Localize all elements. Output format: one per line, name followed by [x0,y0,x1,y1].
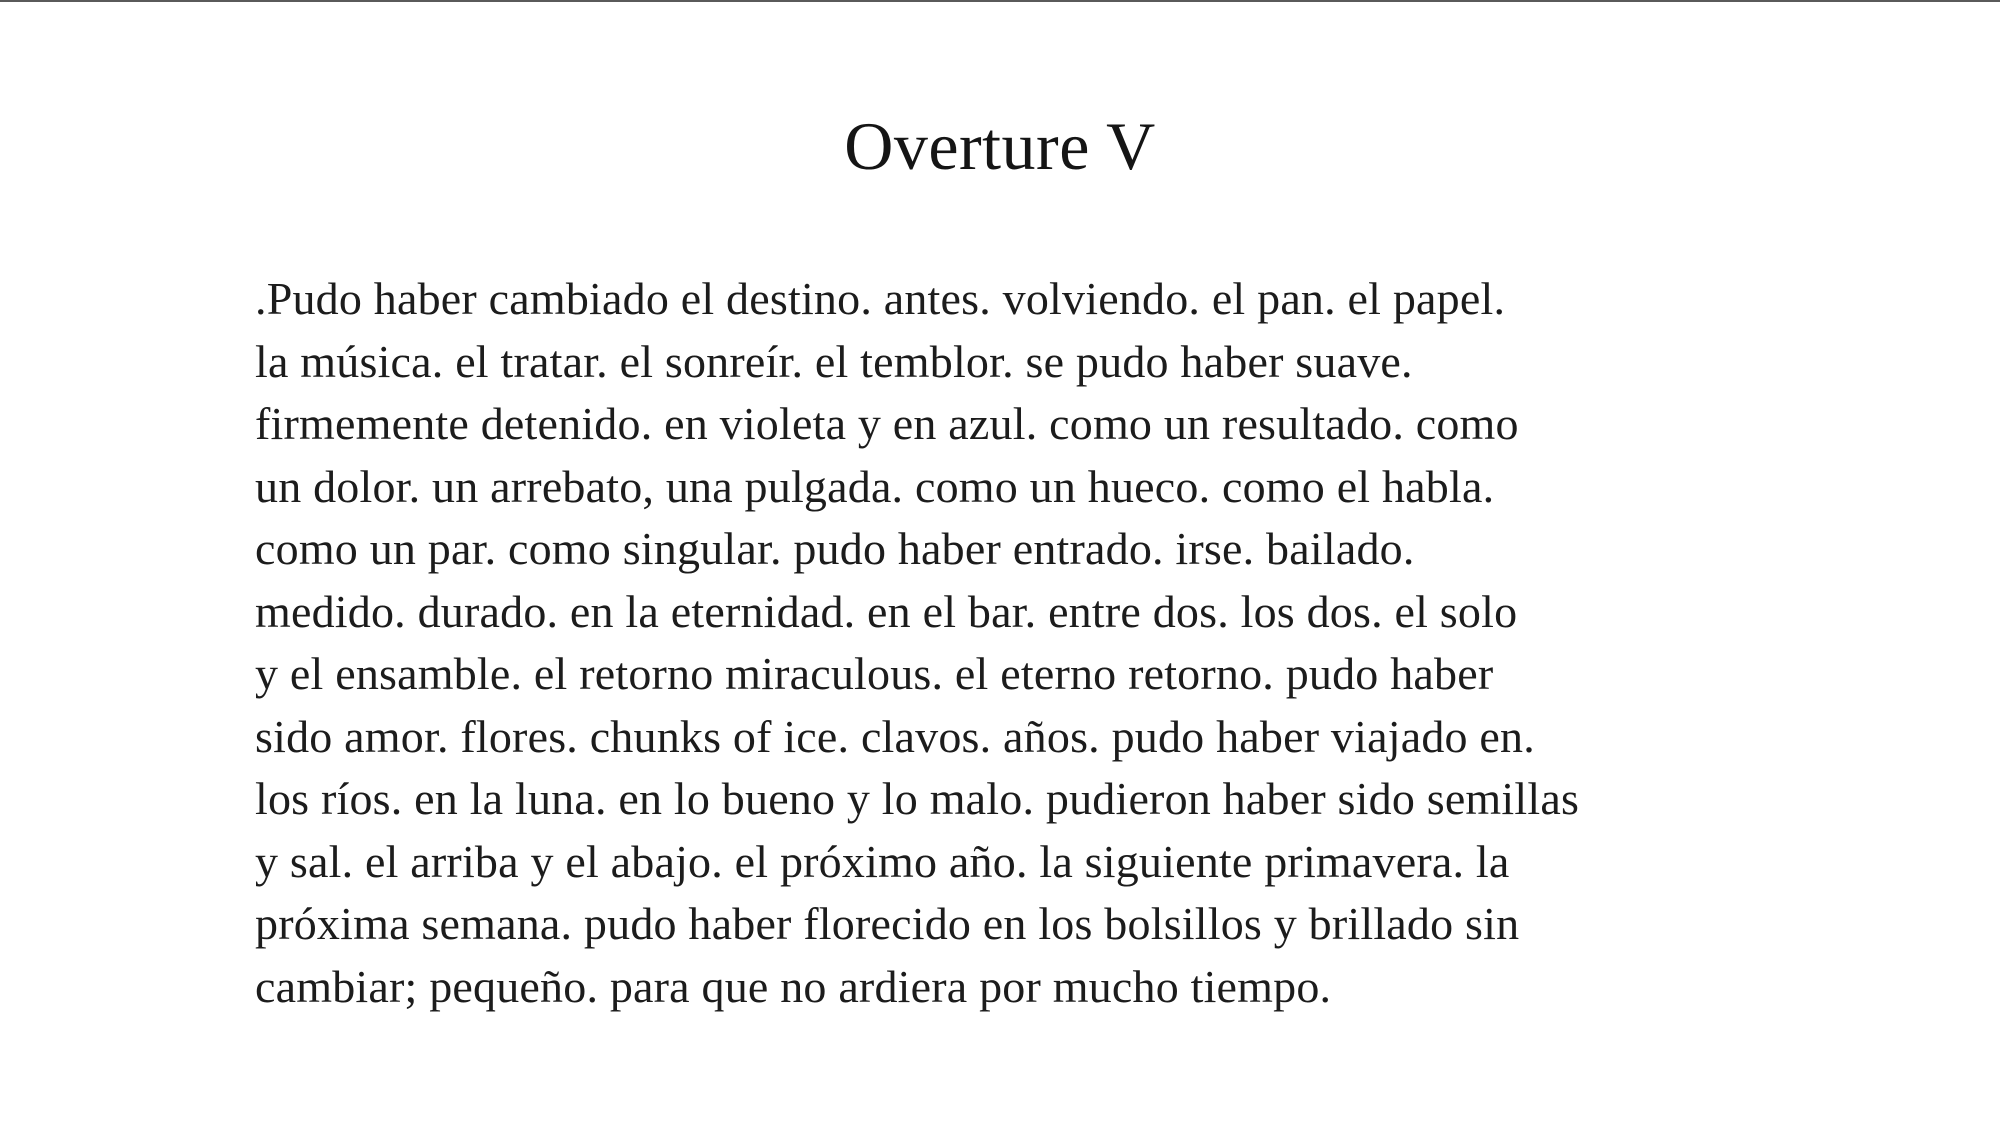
poem-line: medido. durado. en la eternidad. en el bar. entre dos. los dos. el solo [255,585,1518,637]
poem-line: los ríos. en la luna. en lo bueno y lo malo. pudieron haber sido semillas [255,773,1580,824]
poem-title: Overture V [844,108,1156,184]
poem-body [255,268,1579,1018]
poem-line: firmemente detenido. en violeta y en azul. como un resultado. como [255,398,1519,449]
poem-line: y el ensamble. el retorno miraculous. el eterno retorno. pudo haber [255,648,1494,699]
poem-line: .Pudo haber cambiado el destino. antes. volviendo. el pan. el papel. [255,273,1506,324]
poem-line: un dolor. un arrebato, una pulgada. como un hueco. como el habla. [255,460,1495,512]
poem-line: y sal. el arriba y el abajo. el próximo año. la siguiente primavera. la [255,835,1510,887]
poem-line: próxima semana. pudo haber florecido en los bolsillos y brillado sin [255,898,1520,949]
poem-line: sido amor. flores. chunks of ice. clavos. años. pudo haber viajado en. [255,710,1535,762]
poem-line: como un par. como singular. pudo haber entrado. irse. bailado. [255,523,1415,574]
poem-line: la música. el tratar. el sonreír. el temblor. se pudo haber suave. [255,335,1413,387]
poem-line: cambiar; pequeño. para que no ardiera por mucho tiempo. [255,960,1332,1012]
